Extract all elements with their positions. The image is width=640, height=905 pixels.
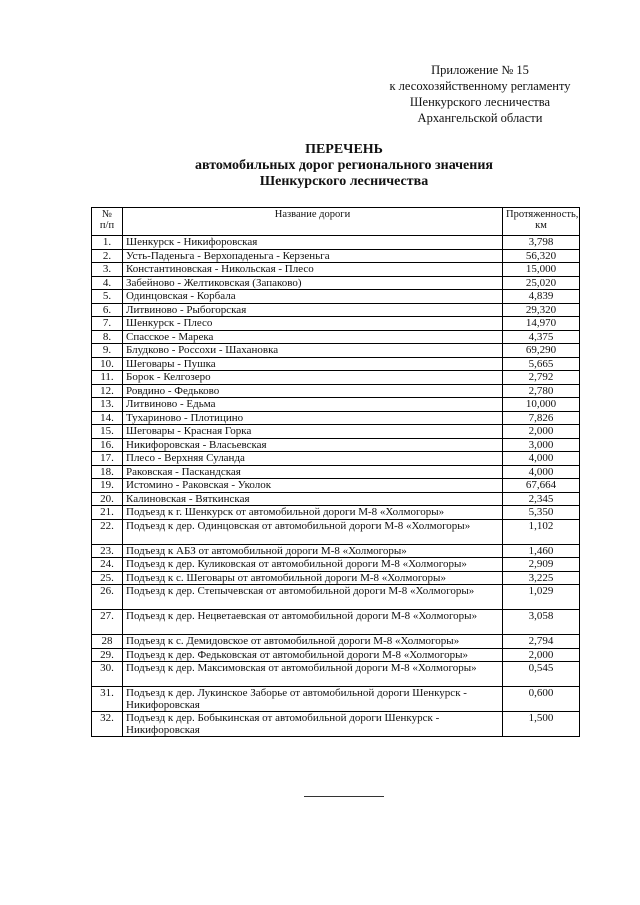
row-number: 22. — [92, 519, 123, 544]
row-length: 0,600 — [503, 687, 580, 712]
row-number: 12. — [92, 384, 123, 398]
row-length: 4,000 — [503, 465, 580, 479]
title-line-1: ПЕРЕЧЕНЬ — [305, 142, 383, 157]
row-number: 16. — [92, 438, 123, 452]
table-row — [92, 425, 580, 439]
row-road-name: Шенкурск - Плесо — [123, 317, 503, 331]
row-road-name: Подъезд к г. Шенкурск от автомобильной дороги М-8 «Холмогоры» — [123, 506, 503, 520]
row-road-name: Плесо - Верхняя Суланда — [123, 452, 503, 466]
row-length: 2,780 — [503, 384, 580, 398]
row-length: 3,058 — [503, 610, 580, 635]
table-row — [92, 479, 580, 493]
row-number: 7. — [92, 317, 123, 331]
row-number: 18. — [92, 465, 123, 479]
row-length: 56,320 — [503, 249, 580, 263]
table-row — [92, 249, 580, 263]
row-road-name: Подъезд к дер. Одинцовская от автомобильной дороги М-8 «Холмогоры» — [123, 519, 503, 544]
header-length — [503, 208, 580, 236]
row-length: 2,794 — [503, 635, 580, 649]
row-road-name: Подъезд к с. Шеговары от автомобильной дороги М-8 «Холмогоры» — [123, 571, 503, 585]
row-road-name: Одинцовская - Корбала — [123, 290, 503, 304]
table-row — [92, 276, 580, 290]
row-length: 10,000 — [503, 398, 580, 412]
row-length: 1,500 — [503, 712, 580, 737]
table-row — [92, 519, 580, 544]
row-number: 17. — [92, 452, 123, 466]
row-road-name: Шеговары - Красная Горка — [123, 425, 503, 439]
row-number: 3. — [92, 263, 123, 277]
appendix-reference: к лесохозяйственному регламенту — [389, 79, 571, 93]
appendix-forestry: Шенкурского лесничества — [409, 95, 551, 109]
row-number: 13. — [92, 398, 123, 412]
table-row — [92, 236, 580, 250]
row-length: 29,320 — [503, 303, 580, 317]
row-number: 14. — [92, 411, 123, 425]
row-length: 69,290 — [503, 344, 580, 358]
row-road-name: Подъезд к дер. Лукинское Заборье от автомобильной дороги Шенкурск - Никифоровская — [123, 687, 503, 712]
row-length: 1,029 — [503, 585, 580, 610]
row-road-name: Борок - Келгозеро — [123, 371, 503, 385]
row-number: 24. — [92, 558, 123, 572]
row-road-name: Шенкурск - Никифоровская — [123, 236, 503, 250]
row-length: 7,826 — [503, 411, 580, 425]
row-road-name: Калиновская - Вяткинская — [123, 492, 503, 506]
row-number: 6. — [92, 303, 123, 317]
table-row — [92, 506, 580, 520]
row-road-name: Шеговары - Пушка — [123, 357, 503, 371]
row-number: 19. — [92, 479, 123, 493]
header-number — [92, 208, 123, 236]
row-length: 15,000 — [503, 263, 580, 277]
row-number: 25. — [92, 571, 123, 585]
roads-table — [91, 207, 580, 737]
table-row — [92, 662, 580, 687]
row-number: 2. — [92, 249, 123, 263]
row-number: 31. — [92, 687, 123, 712]
header-number-line2: п/п — [99, 220, 115, 231]
appendix-region: Архангельской области — [417, 111, 543, 125]
row-length: 3,225 — [503, 571, 580, 585]
table-row — [92, 610, 580, 635]
title-line-3: Шенкурского лесничества — [259, 174, 429, 189]
row-road-name: Подъезд к дер. Степычевская от автомобильной дороги М-8 «Холмогоры» — [123, 585, 503, 610]
row-road-name: Раковская - Паскандская — [123, 465, 503, 479]
table-row — [92, 330, 580, 344]
table-row — [92, 712, 580, 737]
row-number: 10. — [92, 357, 123, 371]
row-length: 1,460 — [503, 544, 580, 558]
row-road-name: Подъезд к дер. Куликовская от автомобильной дороги М-8 «Холмогоры» — [123, 558, 503, 572]
row-road-name: Истомино - Раковская - Уколок — [123, 479, 503, 493]
row-length: 4,375 — [503, 330, 580, 344]
table-row — [92, 452, 580, 466]
table-row — [92, 544, 580, 558]
row-number: 8. — [92, 330, 123, 344]
row-length: 25,020 — [503, 276, 580, 290]
row-length: 67,664 — [503, 479, 580, 493]
row-length: 1,102 — [503, 519, 580, 544]
row-road-name: Подъезд к дер. Нецветаевская от автомобильной дороги М-8 «Холмогоры» — [123, 610, 503, 635]
row-length: 2,000 — [503, 425, 580, 439]
row-road-name: Подъезд к дер. Бобыкинская от автомобильной дороги Шенкурск - Никифоровская — [123, 712, 503, 737]
row-number: 9. — [92, 344, 123, 358]
row-road-name: Никифоровская - Власьевская — [123, 438, 503, 452]
row-length: 2,000 — [503, 648, 580, 662]
table-row — [92, 492, 580, 506]
table-row — [92, 558, 580, 572]
row-number: 28 — [92, 635, 123, 649]
table-body — [92, 236, 580, 737]
table-row — [92, 357, 580, 371]
row-road-name: Подъезд к АБЗ от автомобильной дороги М-8 «Холмогоры» — [123, 544, 503, 558]
table-row — [92, 635, 580, 649]
row-number: 11. — [92, 371, 123, 385]
table-row — [92, 303, 580, 317]
table-row — [92, 411, 580, 425]
row-road-name: Подъезд к с. Демидовское от автомобильной дороги М-8 «Холмогоры» — [123, 635, 503, 649]
row-road-name: Ровдино - Федьково — [123, 384, 503, 398]
header-length-line1: Протяженность, — [506, 209, 579, 220]
table-row — [92, 263, 580, 277]
table-row — [92, 371, 580, 385]
header-length-line2: км — [535, 220, 547, 231]
row-length: 2,909 — [503, 558, 580, 572]
row-road-name: Спасское - Марека — [123, 330, 503, 344]
row-length: 0,545 — [503, 662, 580, 687]
row-length: 2,792 — [503, 371, 580, 385]
row-length: 5,350 — [503, 506, 580, 520]
row-road-name: Литвиново - Рыбогорская — [123, 303, 503, 317]
row-length: 5,665 — [503, 357, 580, 371]
table-row — [92, 585, 580, 610]
table-row — [92, 687, 580, 712]
row-number: 26. — [92, 585, 123, 610]
row-road-name: Литвиново - Едьма — [123, 398, 503, 412]
row-number: 5. — [92, 290, 123, 304]
row-length: 14,970 — [503, 317, 580, 331]
header-road-name: Название дороги — [123, 208, 503, 236]
row-number: 30. — [92, 662, 123, 687]
row-length: 3,000 — [503, 438, 580, 452]
row-road-name: Забейново - Желтиковская (Запаково) — [123, 276, 503, 290]
table-row — [92, 571, 580, 585]
row-road-name: Подъезд к дер. Максимовская от автомобильной дороги М-8 «Холмогоры» — [123, 662, 503, 687]
table-row — [92, 384, 580, 398]
row-road-name: Усть-Паденьга - Верхопаденьга - Керзеньга — [123, 249, 503, 263]
row-number: 4. — [92, 276, 123, 290]
row-road-name: Тухариново - Плотицино — [123, 411, 503, 425]
table-row — [92, 465, 580, 479]
table-header-row — [92, 208, 580, 236]
table-row — [92, 648, 580, 662]
header-number-line1: № — [101, 209, 113, 220]
row-number: 20. — [92, 492, 123, 506]
row-road-name: Блудково - Россохи - Шахановка — [123, 344, 503, 358]
row-number: 29. — [92, 648, 123, 662]
row-length: 3,798 — [503, 236, 580, 250]
end-separator-line — [304, 796, 384, 797]
row-length: 2,345 — [503, 492, 580, 506]
row-number: 27. — [92, 610, 123, 635]
row-road-name: Константиновская - Никольская - Плесо — [123, 263, 503, 277]
appendix-number: Приложение № 15 — [431, 63, 529, 77]
row-length: 4,839 — [503, 290, 580, 304]
row-number: 21. — [92, 506, 123, 520]
document-title — [60, 142, 628, 190]
table-row — [92, 344, 580, 358]
table-row — [92, 290, 580, 304]
appendix-note — [330, 62, 630, 126]
table-row — [92, 398, 580, 412]
table-row — [92, 438, 580, 452]
row-number: 23. — [92, 544, 123, 558]
title-line-2: автомобильных дорог регионального значения — [195, 158, 493, 173]
table-row — [92, 317, 580, 331]
row-number: 32. — [92, 712, 123, 737]
row-number: 15. — [92, 425, 123, 439]
row-number: 1. — [92, 236, 123, 250]
row-length: 4,000 — [503, 452, 580, 466]
row-road-name: Подъезд к дер. Федьковская от автомобильной дороги М-8 «Холмогоры» — [123, 648, 503, 662]
